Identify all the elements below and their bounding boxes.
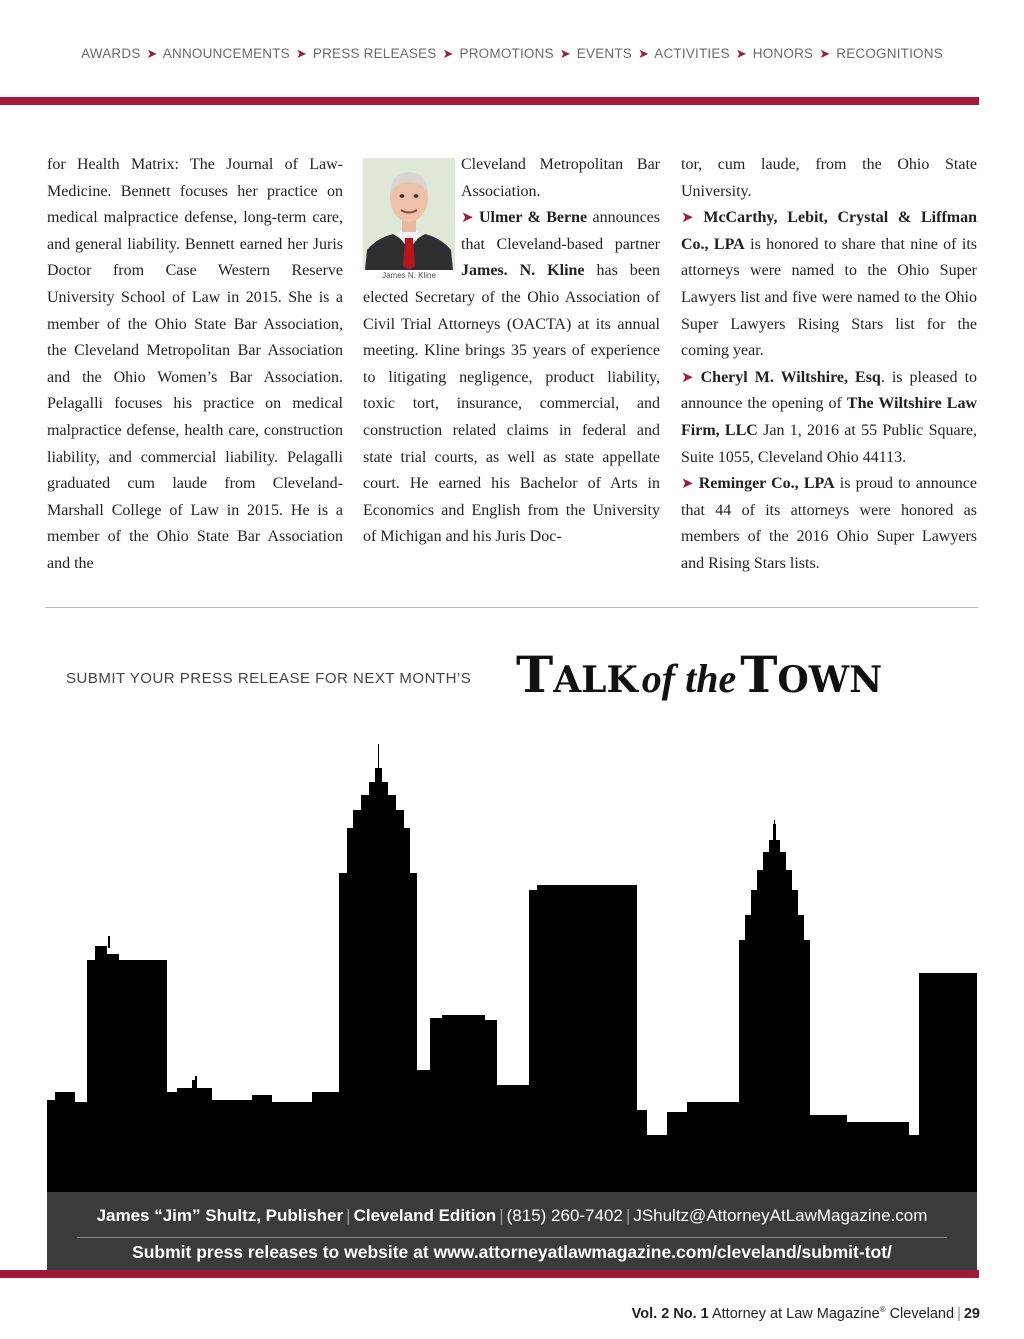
column-2-intro: Cleveland Metropolitan Bar Association. <box>461 156 660 200</box>
article-column-2 <box>363 152 660 551</box>
portrait-image <box>363 158 455 270</box>
edition: Cleveland Edition <box>353 1206 497 1225</box>
header-rule <box>0 97 979 105</box>
section-nav <box>0 46 1024 62</box>
arrowhead-icon: ➤ <box>559 46 571 61</box>
nav-activities: ACTIVITIES <box>654 46 730 61</box>
column-3-intro: tor, cum laude, from the Ohio State University. <box>681 156 977 200</box>
article-column-3 <box>681 152 977 578</box>
city-edition: Cleveland <box>889 1305 955 1322</box>
submit-url[interactable]: Submit press releases to website at www.attorneyatlawmagazine.com/cleveland/submit-tot/ <box>132 1242 892 1262</box>
footer-rule-accent <box>0 1270 979 1278</box>
arrowhead-icon: ➤ <box>442 46 454 61</box>
arrowhead-icon: ➤ <box>735 46 747 61</box>
arrowhead-icon: ➤ <box>461 210 474 227</box>
arrowhead-icon: ➤ <box>637 46 650 61</box>
person-james-kline: James. N. Kline <box>461 262 585 280</box>
column-3-item-3-text: is proud to announce that 44 of its attorneys were honored as members of the 2016 Ohio Super Lawyers and Rising Stars lists. <box>681 475 978 572</box>
publisher-phone[interactable]: (815) 260-7402 <box>506 1206 623 1225</box>
column-3-item-1-text: is honored to share that nine of its attorneys were named to the Ohio Super Lawyers list and five were named to the Ohio Super Lawyers Rising Stars list for the coming year. <box>681 235 977 360</box>
registered-mark: ® <box>879 1305 886 1314</box>
arrowhead-icon: ➤ <box>146 46 158 61</box>
nav-promotions: PROMOTIONS <box>459 46 554 61</box>
publisher-footer: James “Jim” Shultz, Publisher | Cleveland Edition | (815) 260-7402 | JShultz@AttorneyAtLawMagazine.com Submit press releases to website at www.attorneyatlawmagazine.com/cleveland/submit-tot/ <box>47 1192 977 1270</box>
volume-issue: Vol. 2 No. 1 <box>631 1305 709 1322</box>
arrowhead-icon: ➤ <box>681 369 694 386</box>
section-divider <box>45 607 978 608</box>
nav-honors: HONORS <box>752 46 814 61</box>
page-number: 29 <box>963 1305 980 1322</box>
column-2-text-1: announces that Cleveland-based partner <box>461 209 660 253</box>
column-2-text-2: has been elected Secretary of the Ohio Association of Civil Trial Attorneys (OACTA) at its annual meeting. Kline brings 35 years of experience to litigating negligence, product liability, toxic tort, insurance, commercial, and construction related claims in federal and state trial courts, as well as state appellate court. He earned his Bachelor of Arts in Economics and English from the University of Michigan and his Juris Doc- <box>363 262 661 546</box>
footer-rule <box>77 1237 947 1238</box>
arrowhead-icon: ➤ <box>295 46 307 61</box>
submit-prompt: SUBMIT YOUR PRESS RELEASE FOR NEXT MONTH’S <box>66 670 472 687</box>
publisher-name: James “Jim” Shultz, Publisher <box>96 1206 344 1225</box>
page-folio: Vol. 2 No. 1 Attorney at Law Magazine® Cleveland | 29 <box>631 1305 980 1322</box>
portrait-photo <box>363 158 455 284</box>
firm-reminger: Reminger Co., LPA <box>698 475 835 493</box>
person-cheryl-wiltshire: Cheryl M. Wiltshire, Esq <box>700 368 881 386</box>
nav-recognitions: RECOGNITIONS <box>836 46 943 61</box>
arrowhead-icon: ➤ <box>681 210 694 227</box>
column-1-text: for Health Matrix: The Journal of Law-Medicine. Bennett focuses her practice on medical malpractice defense, long-term care, and general liability. Bennett earned her Juris Doctor from Case Western Reserve University School of Law in 2015. She is a member of the Ohio State Bar Association, the Cleveland Metropolitan Bar Association and the Ohio Women’s Bar Association. Pelagalli focuses his practice on medical malpractice defense, health care, construction liability, and commercial liability. Pelagalli graduated cum laude from Cleveland-Marshall College of Law in 2015. He is a member of the Ohio State Bar Association and the <box>47 156 343 572</box>
nav-events: EVENTS <box>576 46 632 61</box>
article-column-1 <box>47 152 343 578</box>
firm-ulmer-berne: Ulmer & Berne <box>478 209 588 227</box>
photo-caption: James N. Kline <box>382 271 436 280</box>
magazine-name: Attorney at Law Magazine <box>711 1305 880 1322</box>
cleveland-skyline-icon <box>47 740 977 1195</box>
nav-press-releases: PRESS RELEASES <box>312 46 437 61</box>
nav-announcements: ANNOUNCEMENTS <box>162 46 290 61</box>
arrowhead-icon: ➤ <box>819 46 831 61</box>
arrowhead-icon: ➤ <box>681 476 694 493</box>
publisher-email[interactable]: JShultz@AttorneyAtLawMagazine.com <box>633 1206 928 1225</box>
firm-mccarthy-lebit: McCarthy, Lebit, Crystal & Liffman Co., LPA <box>681 209 978 253</box>
firm-wiltshire: The Wiltshire Law Firm, LLC <box>681 395 977 439</box>
portrait-icon <box>363 158 455 270</box>
column-3-item-2-text-2: Jan 1, 2016 at 55 Public Square, Suite 1055, Cleveland Ohio 44113. <box>681 421 977 466</box>
column-3-item-2-text-1: . is pleased to announce the opening of <box>681 368 978 413</box>
talk-of-the-town-title: TALK of theTOWN <box>516 645 883 704</box>
nav-awards: AWARDS <box>81 46 141 61</box>
